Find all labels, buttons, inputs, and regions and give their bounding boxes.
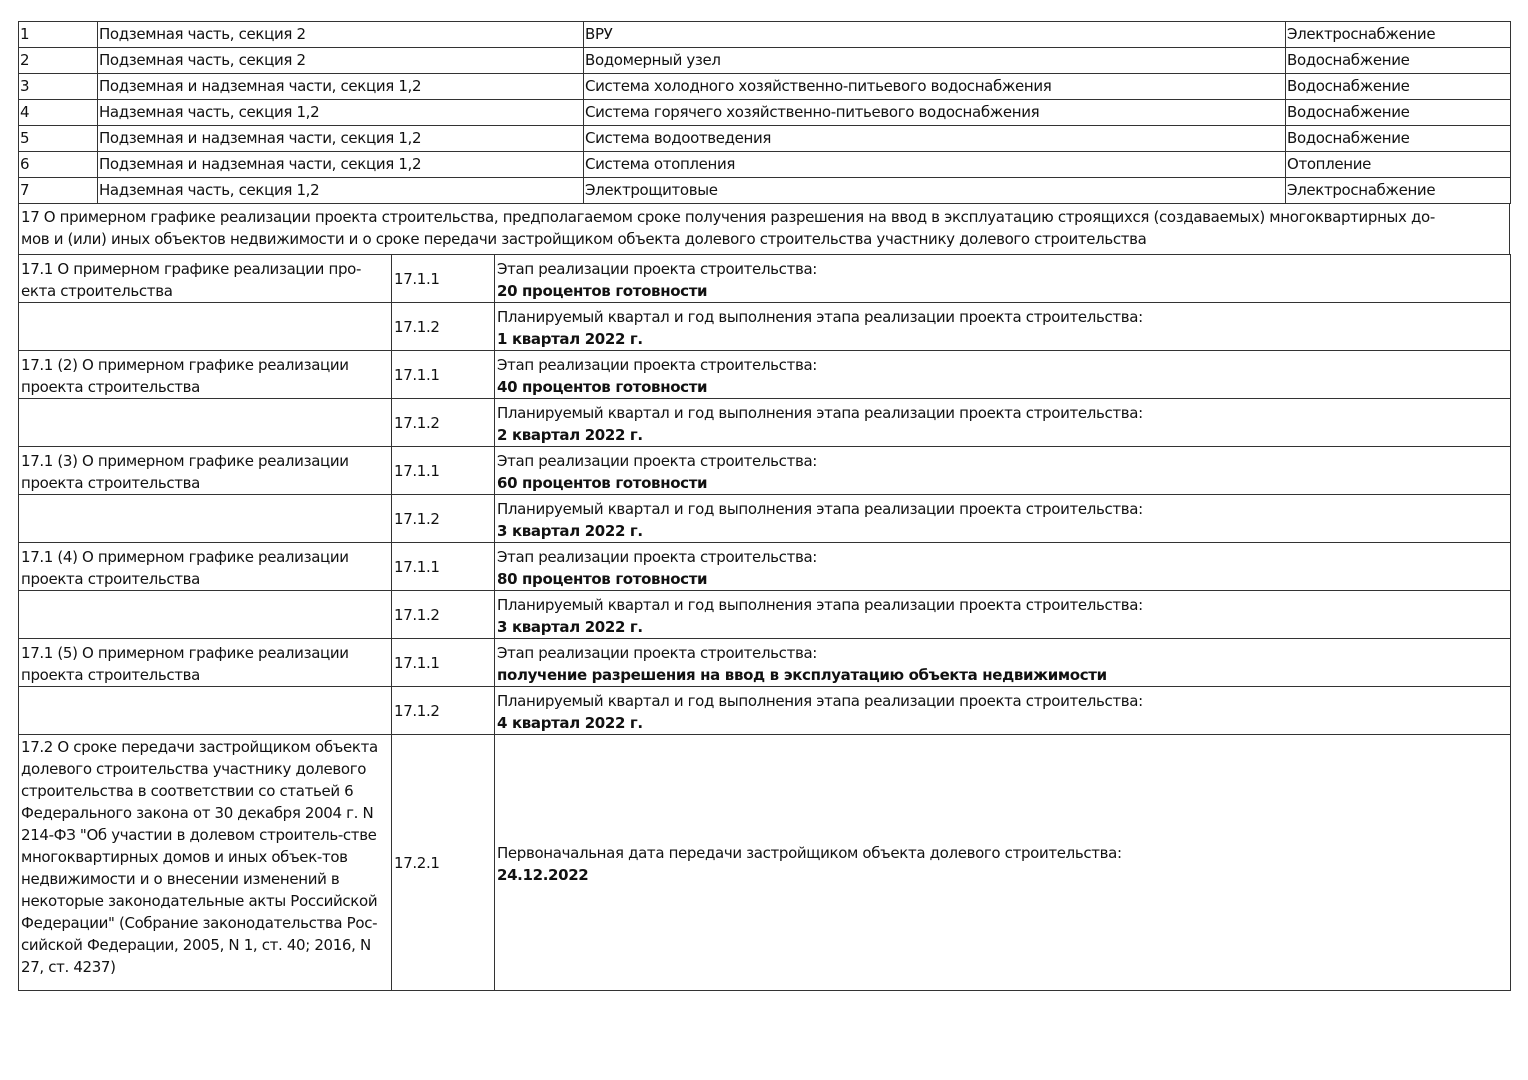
quarter-label: Планируемый квартал и год выполнения этапа реализации проекта строительства: bbox=[497, 500, 1143, 518]
transfer-title: 17.2 О сроке передачи застройщиком объекта долевого строительства участнику долевого строительства в соответствии со статьей 6 Федерального закона от 30 декабря 2004 г. N 214-ФЗ "Об участии в долевом строитель-стве многоквартирных домов и иных объек-тов недвижимости и о внесении изменений в некоторые законодательные акты Российской Федерации" (Собрание законодательства Рос-сийской Федерации, 2005, N 1, ст. 40; 2016, N 27, ст. 4237) bbox=[19, 735, 392, 991]
table-row bbox=[19, 178, 1511, 204]
row-number: 5 bbox=[19, 126, 98, 152]
stage-value: 60 процентов готовности bbox=[497, 474, 708, 492]
table-row bbox=[19, 152, 1511, 178]
stage-label: Этап реализации проекта строительства: bbox=[497, 452, 817, 470]
empty-cell bbox=[19, 399, 392, 447]
schedule-title: 17.1 (5) О примерном графике реализации проекта строительства bbox=[19, 639, 392, 687]
stage-code: 17.1.1 bbox=[392, 255, 495, 303]
quarter-label: Планируемый квартал и год выполнения этапа реализации проекта строительства: bbox=[497, 308, 1143, 326]
transfer-code: 17.2.1 bbox=[392, 735, 495, 991]
engineering-systems-table bbox=[18, 21, 1511, 204]
stage-cell bbox=[495, 351, 1511, 399]
row-system: Система отопления bbox=[584, 152, 1286, 178]
row-location: Подземная и надземная части, секция 1,2 bbox=[98, 152, 584, 178]
row-type: Отопление bbox=[1286, 152, 1511, 178]
row-number: 4 bbox=[19, 100, 98, 126]
row-system: Электрощитовые bbox=[584, 178, 1286, 204]
transfer-label: Первоначальная дата передачи застройщиком объекта долевого строительства: bbox=[497, 844, 1122, 862]
row-location: Надземная часть, секция 1,2 bbox=[98, 100, 584, 126]
stage-code: 17.1.1 bbox=[392, 639, 495, 687]
quarter-value: 3 квартал 2022 г. bbox=[497, 618, 643, 636]
row-number: 2 bbox=[19, 48, 98, 74]
row-location: Подземная часть, секция 2 bbox=[98, 48, 584, 74]
stage-code: 17.1.1 bbox=[392, 351, 495, 399]
quarter-code: 17.1.2 bbox=[392, 399, 495, 447]
row-number: 1 bbox=[19, 22, 98, 48]
transfer-date-row bbox=[19, 735, 1511, 991]
stage-label: Этап реализации проекта строительства: bbox=[497, 356, 817, 374]
stage-code: 17.1.1 bbox=[392, 447, 495, 495]
construction-schedule-table bbox=[18, 254, 1511, 991]
empty-cell bbox=[19, 591, 392, 639]
quarter-code: 17.1.2 bbox=[392, 591, 495, 639]
row-system: Система горячего хозяйственно-питьевого водоснабжения bbox=[584, 100, 1286, 126]
row-type: Водоснабжение bbox=[1286, 48, 1511, 74]
empty-cell bbox=[19, 303, 392, 351]
empty-cell bbox=[19, 495, 392, 543]
row-system: ВРУ bbox=[584, 22, 1286, 48]
schedule-row-quarter bbox=[19, 303, 1511, 351]
schedule-row-quarter bbox=[19, 495, 1511, 543]
stage-code: 17.1.1 bbox=[392, 543, 495, 591]
stage-value: получение разрешения на ввод в эксплуатацию объекта недвижимости bbox=[497, 666, 1107, 684]
row-number: 3 bbox=[19, 74, 98, 100]
row-number: 6 bbox=[19, 152, 98, 178]
quarter-code: 17.1.2 bbox=[392, 303, 495, 351]
row-system: Система холодного хозяйственно-питьевого водоснабжения bbox=[584, 74, 1286, 100]
transfer-cell bbox=[495, 735, 1511, 991]
schedule-row-stage bbox=[19, 447, 1511, 495]
schedule-row-stage bbox=[19, 543, 1511, 591]
schedule-title: 17.1 О примерном графике реализации про-екта строительства bbox=[19, 255, 392, 303]
quarter-label: Планируемый квартал и год выполнения этапа реализации проекта строительства: bbox=[497, 596, 1143, 614]
table-row bbox=[19, 48, 1511, 74]
quarter-value: 1 квартал 2022 г. bbox=[497, 330, 643, 348]
section-17-heading-line1: 17 О примерном графике реализации проекта строительства, предполагаемом сроке получения разрешения на ввод в эксплуатацию строящихся (создаваемых) многоквартирных до- bbox=[21, 208, 1435, 226]
row-location: Подземная и надземная части, секция 1,2 bbox=[98, 126, 584, 152]
stage-value: 80 процентов готовности bbox=[497, 570, 708, 588]
row-type: Водоснабжение bbox=[1286, 74, 1511, 100]
quarter-value: 2 квартал 2022 г. bbox=[497, 426, 643, 444]
table-row bbox=[19, 74, 1511, 100]
quarter-value: 4 квартал 2022 г. bbox=[497, 714, 643, 732]
stage-cell bbox=[495, 639, 1511, 687]
stage-label: Этап реализации проекта строительства: bbox=[497, 260, 817, 278]
schedule-row-stage bbox=[19, 639, 1511, 687]
table-row bbox=[19, 22, 1511, 48]
quarter-cell bbox=[495, 687, 1511, 735]
transfer-date-value: 24.12.2022 bbox=[497, 866, 589, 884]
quarter-code: 17.1.2 bbox=[392, 687, 495, 735]
row-system: Водомерный узел bbox=[584, 48, 1286, 74]
schedule-title: 17.1 (4) О примерном графике реализации проекта строительства bbox=[19, 543, 392, 591]
quarter-cell bbox=[495, 591, 1511, 639]
schedule-row-stage bbox=[19, 255, 1511, 303]
section-17-heading bbox=[19, 204, 1510, 255]
section-17-heading-line2: мов и (или) иных объектов недвижимости и о сроке передачи застройщиком объекта долевого строительства участнику долевого строительства bbox=[21, 230, 1147, 248]
row-system: Система водоотведения bbox=[584, 126, 1286, 152]
stage-value: 40 процентов готовности bbox=[497, 378, 708, 396]
schedule-title: 17.1 (2) О примерном графике реализации проекта строительства bbox=[19, 351, 392, 399]
row-type: Электроснабжение bbox=[1286, 178, 1511, 204]
stage-cell bbox=[495, 447, 1511, 495]
stage-value: 20 процентов готовности bbox=[497, 282, 708, 300]
row-location: Подземная и надземная части, секция 1,2 bbox=[98, 74, 584, 100]
schedule-row-quarter bbox=[19, 399, 1511, 447]
row-location: Подземная часть, секция 2 bbox=[98, 22, 584, 48]
quarter-cell bbox=[495, 495, 1511, 543]
row-type: Водоснабжение bbox=[1286, 100, 1511, 126]
row-type: Электроснабжение bbox=[1286, 22, 1511, 48]
quarter-label: Планируемый квартал и год выполнения этапа реализации проекта строительства: bbox=[497, 404, 1143, 422]
quarter-cell bbox=[495, 303, 1511, 351]
stage-label: Этап реализации проекта строительства: bbox=[497, 644, 817, 662]
schedule-row-quarter bbox=[19, 687, 1511, 735]
empty-cell bbox=[19, 687, 392, 735]
stage-cell bbox=[495, 543, 1511, 591]
row-type: Водоснабжение bbox=[1286, 126, 1511, 152]
stage-label: Этап реализации проекта строительства: bbox=[497, 548, 817, 566]
row-location: Надземная часть, секция 1,2 bbox=[98, 178, 584, 204]
schedule-row-stage bbox=[19, 351, 1511, 399]
table-row bbox=[19, 100, 1511, 126]
schedule-row-quarter bbox=[19, 591, 1511, 639]
quarter-label: Планируемый квартал и год выполнения этапа реализации проекта строительства: bbox=[497, 692, 1143, 710]
document-page bbox=[18, 21, 1510, 991]
stage-cell bbox=[495, 255, 1511, 303]
row-number: 7 bbox=[19, 178, 98, 204]
table-row bbox=[19, 126, 1511, 152]
quarter-cell bbox=[495, 399, 1511, 447]
section-17-heading-table bbox=[18, 203, 1510, 255]
quarter-value: 3 квартал 2022 г. bbox=[497, 522, 643, 540]
quarter-code: 17.1.2 bbox=[392, 495, 495, 543]
schedule-title: 17.1 (3) О примерном графике реализации проекта строительства bbox=[19, 447, 392, 495]
